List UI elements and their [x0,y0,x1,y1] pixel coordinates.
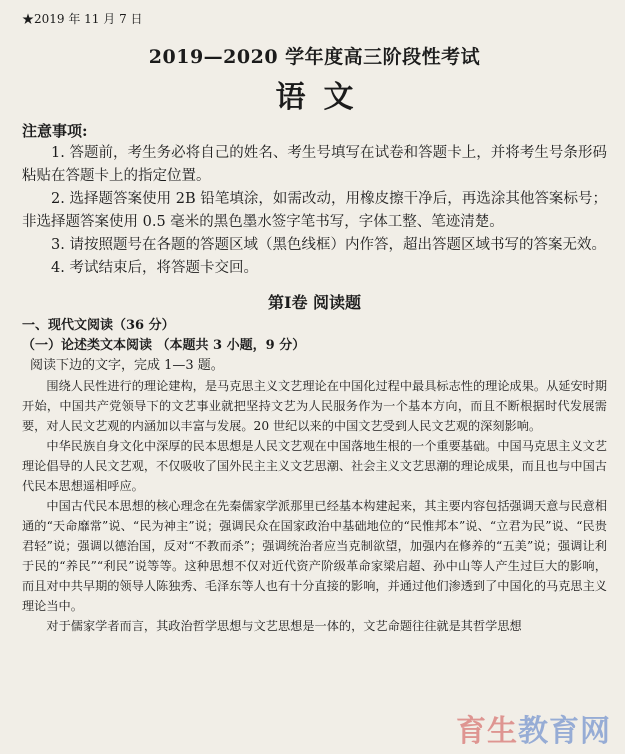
subsection-heading: （一）论述类文本阅读 （本题共 3 小题，9 分） [22,338,306,353]
watermark-accent: 教育网 [518,714,611,749]
reading-instruction: 阅读下边的文字，完成 1—3 题。 [30,358,224,373]
notice-heading: 注意事项: [22,122,88,140]
part-title: 第Ⅰ卷 阅读题 [267,293,362,312]
site-watermark [456,706,611,750]
exam-date: ★2019 年 11 月 7 日 [22,12,143,26]
passage-paragraph: 围绕人民性进行的理论建构，是马克思主义文艺理论在中国化过程中最具标志性的理论成果。从延安时期开始，中国共产党领导下的文艺事业就把坚持文艺为人民服务作为一个基本方向，而且不断根据时代发展需要，对人民文艺观的内涵加以丰富与发展。20 世纪以来的中国文艺受到人民文艺观的深刻影响。 [22,379,608,433]
passage-paragraph: 中华民族自身文化中深厚的民本思想是人民文艺观在中国落地生根的一个重要基础。中国马克思主义文艺理论倡导的人民文艺观，不仅吸收了国外民主主义文艺思潮、社会主义文艺思潮的理论成果，而且也与中国古代民本思想遥相呼应。 [22,439,608,493]
notice-item: 1. 答题前，考生务必将自己的姓名、考生号填写在试卷和答题卡上，并将考生号条形码粘贴在答题卡上的指定位置。 [22,145,607,184]
exam-title: 2019—2020 学年度高三阶段性考试 [148,46,481,68]
notice-item: 2. 选择题答案使用 2B 铅笔填涂，如需改动，用橡皮擦干净后，再选涂其他答案标号；非选择题答案使用 0.5 毫米的黑色墨水签字笔书写，字体工整、笔迹清楚。 [22,191,607,230]
subject-title: 语文 [275,80,372,115]
notice-item: 3. 请按照题号在各题的答题区域（黑色线框）内作答，超出答题区域书写的答案无效。 [51,237,606,253]
passage-paragraph: 中国古代民本思想的核心理念在先秦儒家学派那里已经基本构建起来，其主要内容包括强调天意与民意相通的“天命靡常”说、“民为神主”说；强调民众在国家政治中基础地位的“民惟邦本”说、“立君为民”说、“民贵君轻”说；强调以德治国，反对“不教而杀”；强调统治者应当克制欲望，加强内在修养的“五美”说；强调让利于民的“养民”“利民”说等等。这种思想不仅对近代资产阶级革命家梁启超、孙中山等人产生过巨大的影响，而且对中共早期的领导人陈独秀、毛泽东等人也有十分直接的影响，并通过他们渗透到了中国化的马克思主义理论当中。 [22,499,608,613]
section-heading: 一、现代文阅读（36 分） [22,318,175,333]
passage-paragraph: 对于儒家学者而言，其政治哲学思想与文艺思想是一体的，文艺命题往往就是其哲学思想 [46,619,522,633]
watermark-main: 育生 [456,714,518,749]
notice-item: 4. 考试结束后，将答题卡交回。 [51,260,258,276]
